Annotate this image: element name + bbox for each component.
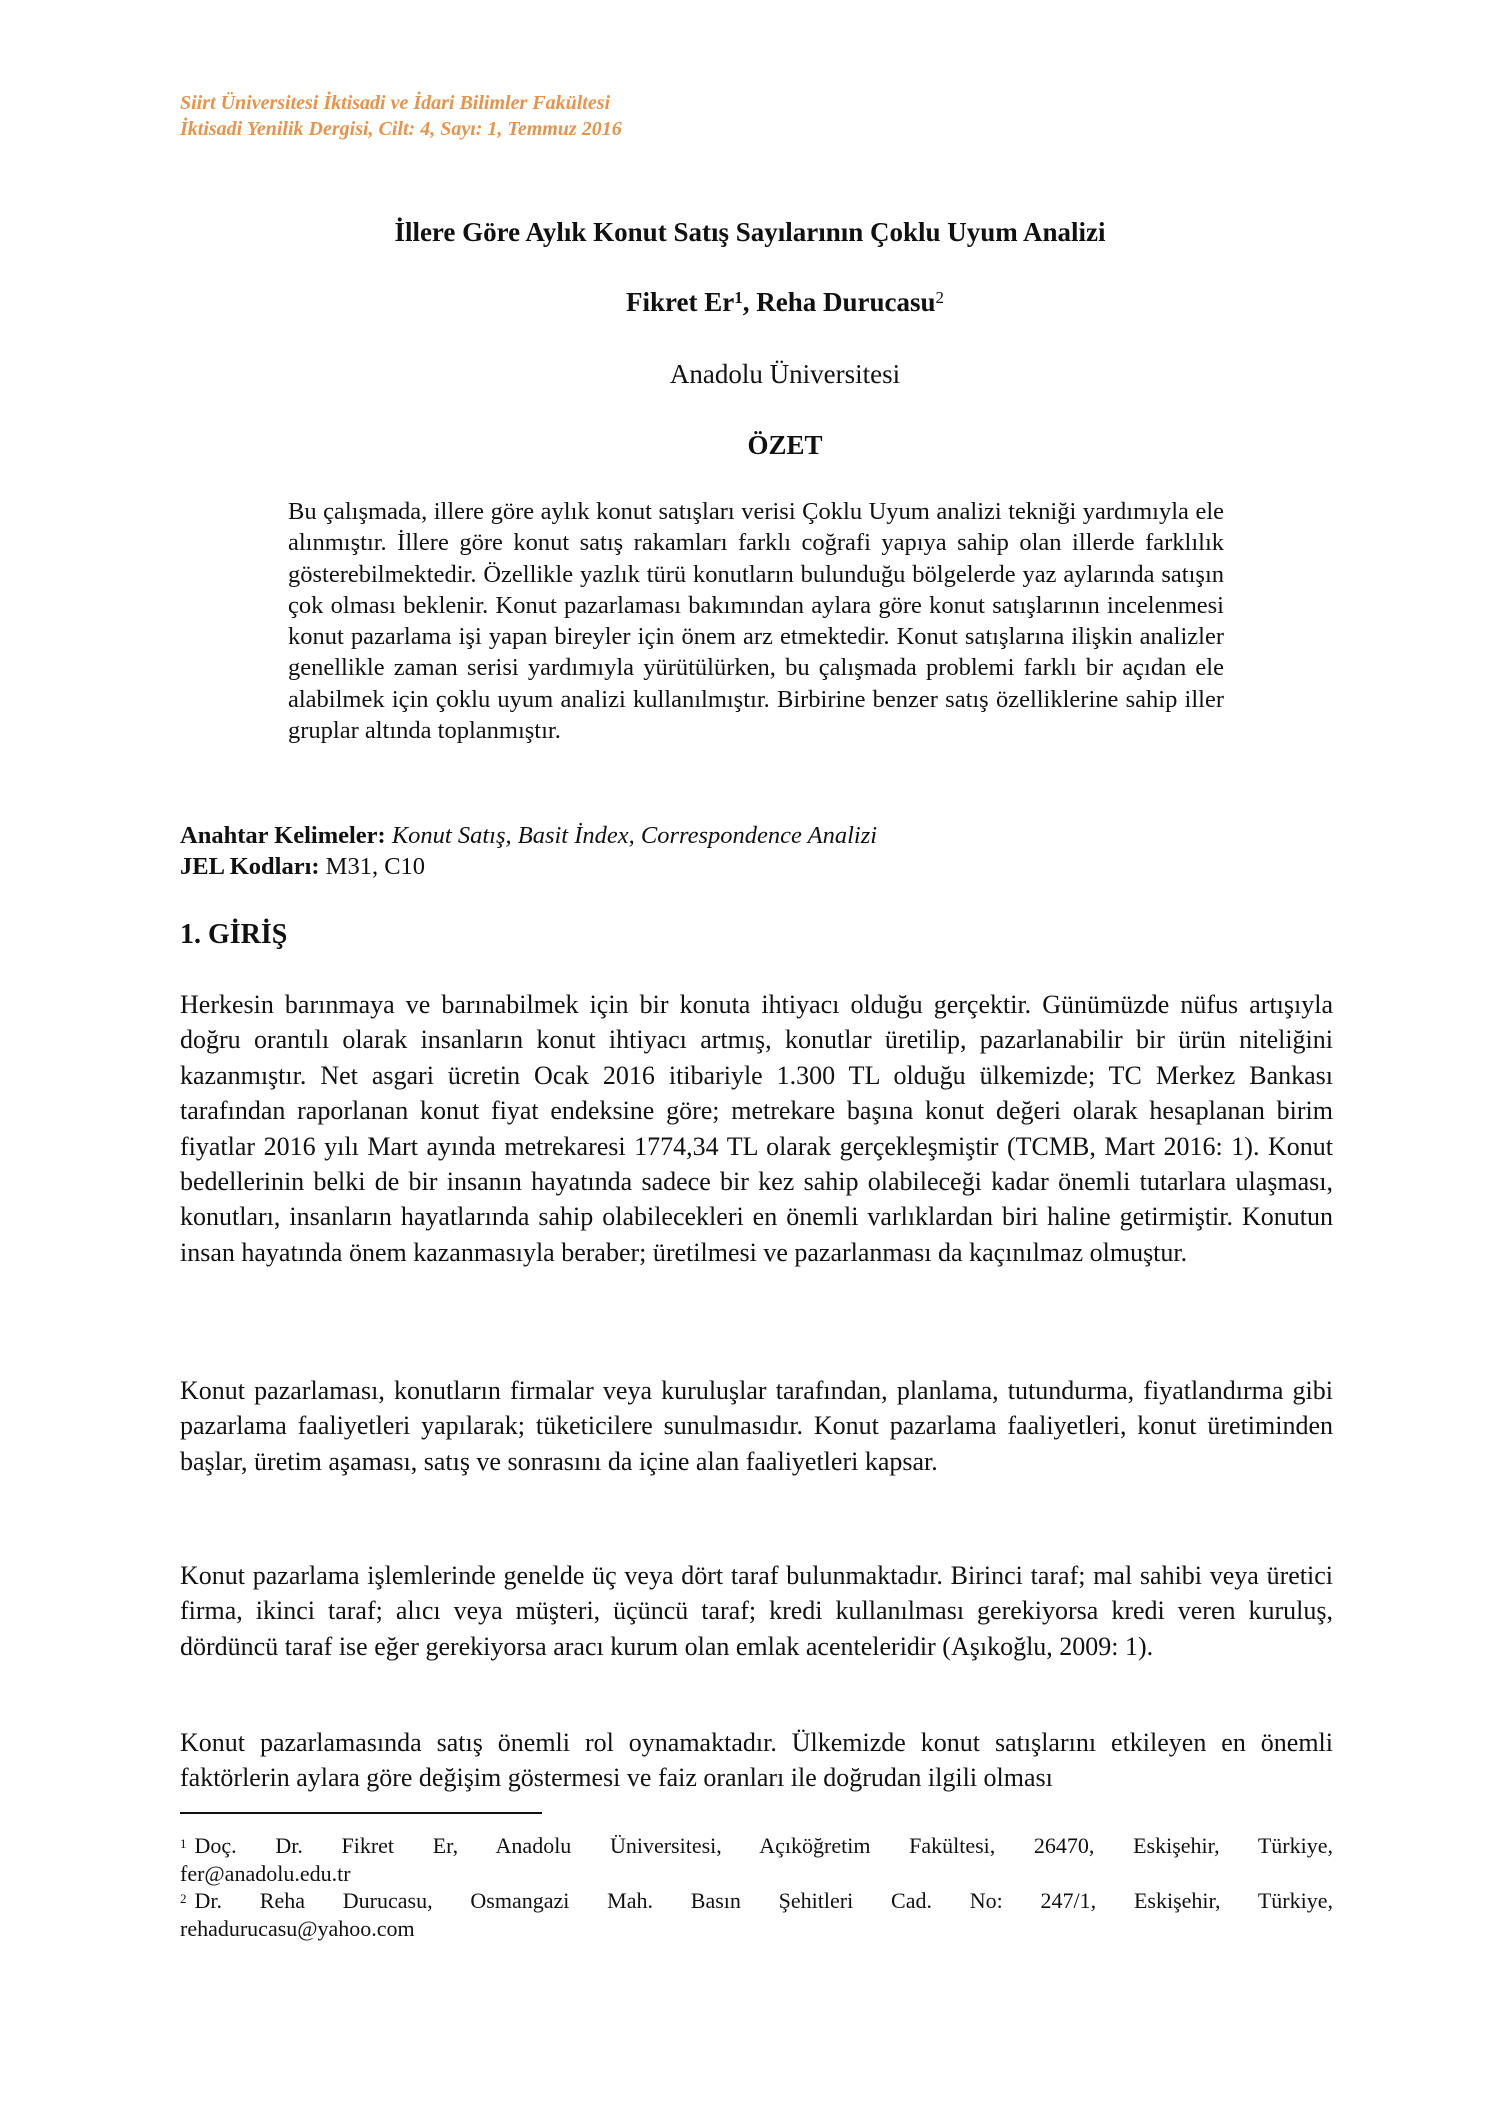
footnote-text-line <box>180 1887 1333 1915</box>
author-footnote-mark[interactable]: 1 <box>734 288 743 307</box>
abstract-text: Bu çalışmada, illere göre aylık konut satışları verisi Çoklu Uyum analizi tekniği yardımıyla ele alınmıştır. İllere göre konut satış rakamları farklı coğrafi yapıya sahip olan illerde farklılık gösterebilmektedir. Özellikle yazlık türü konutların bulunduğu bölgelerde yaz aylarında satışın çok olması beklenir. Konut pazarlaması bakımından aylara göre konut satışlarının incelenmesi konut pazarlama işi yapan bireyler için önem arz etmektedir. Konut satışlarına ilişkin analizler genellikle zaman serisi yardımıyla yürütülürken, bu çalışmada problemi farklı bir açıdan ele alabilmek için çoklu uyum analizi kullanılmıştır. Birbirine benzer satış özelliklerine sahip iller gruplar altında toplanmıştır. <box>288 498 1224 745</box>
keywords-block <box>180 820 877 882</box>
footnote-item <box>180 1832 1333 1887</box>
journal-header-faculty: Siirt Üniversitesi İktisadi ve İdari Bilimler Fakültesi <box>180 92 611 114</box>
section-heading: 1. GİRİŞ <box>180 919 288 950</box>
keywords-label: Anahtar Kelimeler: <box>180 822 386 849</box>
footnote-email[interactable]: rehadurucasu@yahoo.com <box>180 1915 415 1941</box>
footnote-email[interactable]: fer@anadolu.edu.tr <box>180 1860 351 1886</box>
body-paragraph: Herkesin barınmaya ve barınabilmek için bir konuta ihtiyacı olduğu gerçektir. Günümüzde nüfus artışıyla doğru orantılı olarak insanların konut ihtiyacı artmış, konutlar üretilip, pazarlanabilir bir ürün niteliğini kazanmıştır. Net asgari ücretin Ocak 2016 itibariyle 1.300 TL olduğu ülkemizde; TC Merkez Bankası tarafından raporlanan konut fiyat endeksine göre; metrekare başına konut değeri olarak hesaplanan birim fiyatlar 2016 yılı Mart ayında metrekaresi 1774,34 TL olarak gerçekleşmiştir (TCMB, Mart 2016: 1). Konut bedellerinin belki de bir insanın hayatında sadece bir kez sahip olabileceği kadar önemli tutarlara ulaşması, konutları, insanların hayatlarında sahip olabilecekleri en önemli varlıklardan biri haline getirmiştir. Konutun insan hayatında önem kazanmasıyla beraber; üretilmesi ve pazarlanması da kaçınılmaz olmuştur. <box>180 990 1333 1267</box>
paper-authors <box>0 285 1500 319</box>
footnote-text: Doç. Dr. Fikret Er, Anadolu Üniversitesi, Açıköğretim Fakültesi, 26470, Eskişehir, Türkiye, <box>194 1833 1333 1858</box>
author-name: Fikret Er <box>625 287 735 317</box>
author-footnote-mark[interactable]: 2 <box>935 288 944 307</box>
author-separator: , <box>742 287 757 317</box>
body-paragraph: Konut pazarlama işlemlerinde genelde üç veya dört taraf bulunmaktadır. Birinci taraf; mal sahibi veya üretici firma, ikinci taraf; alıcı veya müşteri, üçüncü taraf; kredi kullanılması gerekiyorsa kredi veren kuruluş, dördüncü taraf ise eğer gerekiyorsa aracı kurum olan emlak acenteleridir (Aşıkoğlu, 2009: 1). <box>180 1561 1333 1661</box>
body-paragraph: Konut pazarlamasında satış önemli rol oynamaktadır. Ülkemizde konut satışlarını etkileyen en önemli faktörlerin aylara göre değişim göstermesi ve faiz oranları ile doğrudan ilgili olması <box>180 1728 1333 1793</box>
paper-affiliation: Anadolu Üniversitesi <box>669 359 901 389</box>
abstract-heading: ÖZET <box>747 430 823 460</box>
jel-codes-values: M31, C10 <box>325 853 426 880</box>
paper-title: İllere Göre Aylık Konut Satış Sayılarının Çoklu Uyum Analizi <box>394 217 1106 247</box>
keywords-values: Konut Satış, Basit İndex, Correspondence Analizi <box>391 822 878 849</box>
journal-header <box>180 90 622 142</box>
footnotes <box>180 1832 1333 1942</box>
journal-header-issue: İktisadi Yenilik Dergisi, Cilt: 4, Sayı: 1, Temmuz 2016 <box>180 118 622 140</box>
body-paragraph: Konut pazarlaması, konutların firmalar veya kuruluşlar tarafından, planlama, tutundurma, fiyatlandırma gibi pazarlama faaliyetleri yapılarak; tüketicilere sunulmasıdır. Konut pazarlama faaliyetleri, konut üretiminden başlar, üretim aşaması, satış ve sonrasını da içine alan faaliyetleri kapsar. <box>180 1376 1333 1476</box>
footnote-mark: 1 <box>180 1836 187 1851</box>
jel-codes-label: JEL Kodları: <box>180 853 320 880</box>
footnote-text: Dr. Reha Durucasu, Osmangazi Mah. Basın Şehitleri Cad. No: 247/1, Eskişehir, Türkiye, <box>194 1888 1333 1913</box>
author-name: Reha Durucasu <box>756 287 936 317</box>
footnote-text-line <box>180 1832 1333 1860</box>
footnote-divider <box>180 1812 542 1814</box>
footnote-mark: 2 <box>180 1891 187 1906</box>
jel-codes-line <box>180 851 877 882</box>
keywords-line <box>180 820 877 851</box>
footnote-item <box>180 1887 1333 1942</box>
